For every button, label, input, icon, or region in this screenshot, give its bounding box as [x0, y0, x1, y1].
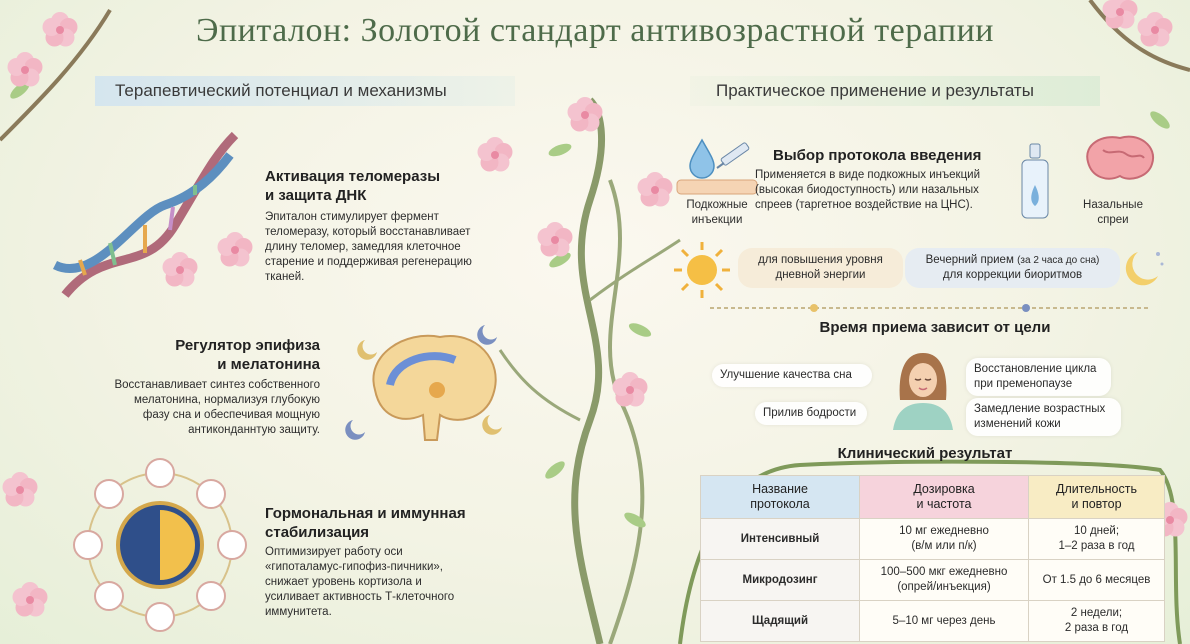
- evening-intake-pill: [905, 248, 1120, 288]
- injection-icon: [672, 130, 762, 200]
- duration-line: 2 раза в год: [1064, 622, 1129, 634]
- goal-menopause-line: при пременопаузе: [974, 378, 1073, 390]
- hormonal-title-line-1: Гормональная и иммунная: [265, 505, 466, 522]
- table-row: [701, 601, 1165, 642]
- pineal-text: [40, 378, 320, 438]
- timing-caption: Время приема зависит от цели: [819, 319, 1051, 336]
- page-title: Эпиталон: Золотой стандарт антивозрастной терапии: [196, 12, 994, 49]
- hormonal-text-line: Оптимизирует работу оси: [265, 546, 403, 558]
- dose-line: 5–10 мг через день: [892, 614, 996, 627]
- header-dosage: [860, 476, 1029, 519]
- protocol-duration: [1029, 519, 1165, 560]
- pineal-text-line: фазу сна и обеспечивая мощную: [142, 409, 320, 421]
- brain-icon: [1078, 130, 1163, 190]
- header-duration: [1029, 476, 1165, 519]
- telomerase-text-line: старение и поддерживая регенерацию: [265, 256, 472, 268]
- nasal-label-line: спреи: [1097, 214, 1129, 226]
- pineal-text-line: мелатонина, нормализуя глубокую: [133, 394, 320, 406]
- pineal-title-line-2: и мелатонина: [217, 356, 320, 373]
- pineal-title-line-1: Регулятор эпифиза: [175, 337, 320, 354]
- dose-line: (опрей/инъекция): [897, 581, 991, 593]
- hormonal-text: [265, 545, 525, 620]
- goal-sleep: Улучшение качества сна: [712, 364, 872, 387]
- brain-moons-icon: [345, 315, 520, 455]
- header-line: протокола: [750, 497, 810, 511]
- telomerase-text-line: тканей.: [265, 271, 305, 283]
- sun-icon: [672, 240, 732, 300]
- header-protocol: [701, 476, 860, 519]
- telomerase-text-line: длину теломер, замедляя клеточное: [265, 241, 461, 253]
- header-line: Название: [752, 482, 808, 496]
- goal-energy: Прилив бодрости: [755, 402, 867, 425]
- hormonal-text-line: снижает уровень кортизола и: [265, 576, 422, 588]
- protocol-duration: [1029, 601, 1165, 642]
- pineal-text-line: Восстанавливает синтез собственного: [114, 379, 320, 391]
- table-row: [701, 519, 1165, 560]
- telomerase-title-line-2: и защита ДНК: [265, 187, 367, 204]
- goal-menopause-line: Восстановление цикла: [974, 363, 1097, 375]
- results-table: [700, 475, 1165, 642]
- hormonal-text-line: «гипоталамус-гипофиз-пичники»,: [265, 561, 443, 573]
- pineal-title: [80, 336, 320, 374]
- protocol-duration: [1029, 560, 1165, 601]
- header-line: и повтор: [1071, 497, 1122, 511]
- left-section-header: Терапевтический потенциал и механизмы: [95, 76, 515, 106]
- woman-meditating-icon: [878, 345, 968, 430]
- hormone-wheel-icon: [65, 450, 255, 640]
- protocol-text-line: Применяется в виде подкожных инъекций: [755, 169, 981, 181]
- telomerase-text-line: Эпиталон стимулирует фермент: [265, 211, 439, 223]
- dose-line: 10 мг ежедневно: [899, 525, 989, 537]
- duration-line: От 1.5 до 6 месяцев: [1042, 573, 1151, 586]
- injection-label: [672, 198, 762, 228]
- header-line: Длительность: [1055, 482, 1137, 496]
- hormonal-title-line-2: стабилизация: [265, 524, 370, 541]
- dose-line: (в/м или п/к): [911, 540, 977, 552]
- hormonal-text-line: усиливает активность Т-клеточного: [265, 591, 455, 603]
- telomerase-text: [265, 210, 535, 285]
- duration-line: 1–2 раза в год: [1058, 540, 1135, 552]
- protocol-text: [755, 168, 1015, 213]
- duration-line: 10 дней;: [1073, 525, 1120, 537]
- results-header-row: [701, 476, 1165, 519]
- evening-intake-line: для коррекции биоритмов: [942, 269, 1083, 281]
- header-line: и частота: [916, 497, 972, 511]
- protocol-name: Интенсивный: [701, 519, 860, 560]
- telomerase-text-line: теломеразу, который восстанавливает: [265, 226, 471, 238]
- protocol-name: Микродозинг: [701, 560, 860, 601]
- injection-label-line: инъекции: [691, 214, 743, 226]
- goal-skin-line: Замедление возрастных: [974, 403, 1106, 415]
- duration-line: 2 недели;: [1070, 607, 1123, 619]
- telomerase-title: [265, 167, 525, 205]
- goal-skin: [966, 398, 1121, 436]
- dose-line: 100–500 мкг ежедневно: [880, 566, 1008, 578]
- table-row: [701, 560, 1165, 601]
- pineal-text-line: антиконданнтую защиту.: [188, 424, 320, 436]
- protocol-title: Выбор протокола введения: [773, 147, 982, 164]
- evening-intake-main: Вечерний прием: [925, 254, 1014, 266]
- protocol-text-line: спреев (таргетное воздействие на ЦНС).: [755, 199, 973, 211]
- nasal-label: [1063, 198, 1163, 228]
- protocol-dose: [860, 601, 1029, 642]
- dna-icon: [45, 125, 255, 315]
- goal-menopause: [966, 358, 1111, 396]
- right-section-header: Практическое применение и результаты: [690, 76, 1100, 106]
- hormonal-text-line: иммунитета.: [265, 606, 332, 618]
- protocol-text-line: (высокая биодоступность) или назальных: [755, 184, 979, 196]
- injection-label-line: Подкожные: [686, 199, 748, 211]
- goal-skin-line: изменений кожи: [974, 418, 1061, 430]
- protocol-name: Щадящий: [701, 601, 860, 642]
- results-title: Клинический результат: [837, 445, 1013, 462]
- nasal-label-line: Назальные: [1083, 199, 1143, 211]
- morning-intake-line: для повышения уровня: [758, 254, 883, 266]
- morning-intake-pill: [738, 248, 903, 288]
- header-line: Дозировка: [913, 482, 975, 496]
- moon-icon: [1118, 244, 1168, 294]
- morning-intake-line: дневной энергии: [775, 269, 866, 281]
- timeline-line: [710, 300, 1150, 316]
- protocol-dose: [860, 560, 1029, 601]
- telomerase-title-line-1: Активация теломеразы: [265, 168, 441, 185]
- protocol-dose: [860, 519, 1029, 560]
- hormonal-title: [265, 504, 535, 542]
- evening-intake-note: (за 2 часа до сна): [1017, 255, 1100, 266]
